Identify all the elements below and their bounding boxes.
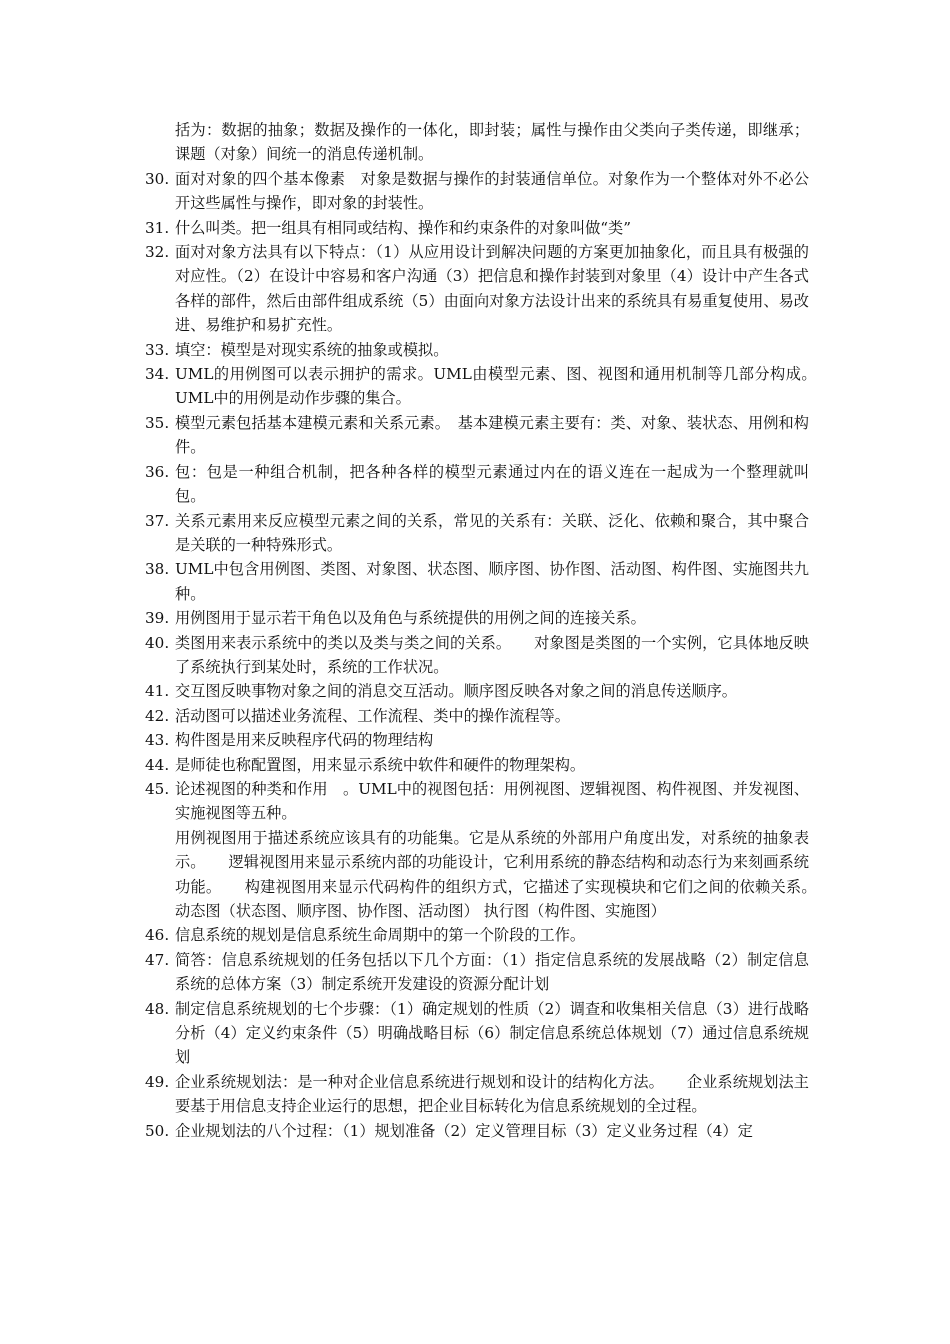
list-item	[145, 606, 809, 630]
item-text: 制定信息系统规划的七个步骤：（1）确定规划的性质（2）调查和收集相关信息（3）进行战略分析（4）定义约束条件（5）明确战略目标（6）制定信息系统总体规划（7）通过信息系统规划	[175, 999, 809, 1067]
item-text: 面对对象的四个基本像素 对象是数据与操作的封装通信单位。对象作为一个整体对外不必公开这些属性与操作，即对象的封装性。	[175, 169, 809, 213]
item-text: 企业系统规划法：是一种对企业信息系统进行规划和设计的结构化方法。 企业系统规划法主要基于用信息支持企业运行的思想，把企业目标转化为信息系统规划的全过程。	[175, 1072, 809, 1116]
list-item	[145, 411, 809, 460]
item-number: 43.	[145, 731, 170, 750]
item-number: 35.	[145, 413, 170, 432]
item-text: 什么叫类。把一组具有相同或结构、操作和约束条件的对象叫做“类”	[175, 218, 631, 237]
item-text: UML的用例图可以表示拥护的需求。UML由模型元素、图、视图和通用机制等几部分构成。 UML中的用例是动作步骤的集合。	[175, 365, 825, 408]
item-number: 47.	[145, 950, 170, 969]
item-number: 31.	[145, 218, 170, 237]
item-text: 简答：信息系统规划的任务包括以下几个方面：（1）指定信息系统的发展战略（2）制定信息系统的总体方案（3）制定系统开发建设的资源分配计划	[175, 950, 809, 994]
list-item	[145, 679, 809, 703]
item-text: 模型元素包括基本建模元素和关系元素。 基本建模元素主要有：类、对象、装状态、用例和构件。	[175, 413, 809, 457]
item-number: 45.	[145, 779, 170, 798]
item-number: 36.	[145, 462, 170, 481]
item-number: 38.	[145, 560, 170, 579]
item-number: 33.	[145, 340, 170, 359]
item-text: 关系元素用来反应模型元素之间的关系，常见的关系有：关联、泛化、依赖和聚合，其中聚合是关联的一种特殊形式。	[175, 511, 809, 554]
item-number: 40.	[145, 633, 170, 652]
item-text: 类图用来表示系统中的类以及类与类之间的关系。 对象图是类图的一个实例，它具体地反映了系统执行到某处时，系统的工作状况。	[175, 633, 809, 676]
item-text: 交互图反映事物对象之间的消息交互活动。顺序图反映各对象之间的消息传送顺序。	[175, 682, 737, 701]
item-text: 活动图可以描述业务流程、工作流程、类中的操作流程等。	[175, 706, 570, 725]
list-item	[145, 216, 809, 240]
item-number: 50.	[145, 1121, 170, 1140]
item-number: 30.	[145, 169, 170, 188]
item-text: 信息系统的规划是信息系统生命周期中的第一个阶段的工作。	[175, 926, 586, 945]
list-item	[145, 338, 809, 362]
item-number: 32.	[145, 243, 170, 262]
item-number: 48.	[145, 999, 170, 1018]
list-item	[145, 704, 809, 728]
item-text: 填空：模型是对现实系统的抽象或模拟。	[175, 340, 449, 359]
document-body	[145, 118, 840, 1143]
list-item	[145, 923, 809, 947]
item-text: 构件图是用来反映程序代码的物理结构	[175, 731, 434, 750]
list-item	[145, 557, 809, 606]
item-text: 包：包是一种组合机制，把各种各样的模型元素通过内在的语义连在一起成为一个整理就叫包。	[175, 462, 809, 506]
list-item	[145, 167, 809, 216]
item-text: UML中包含用例图、类图、对象图、状态图、顺序图、协作图、活动图、构件图、实施图共九种。	[175, 560, 809, 603]
item-number: 39.	[145, 609, 170, 628]
list-item	[145, 997, 809, 1070]
item-text: 是师徒也称配置图，用来显示系统中软件和硬件的物理架构。	[175, 755, 586, 774]
item-number: 49.	[145, 1072, 170, 1091]
list-item	[145, 460, 809, 509]
list-item	[145, 777, 809, 826]
item-number: 34.	[145, 365, 170, 384]
intro-continuation: 括为：数据的抽象；数据及操作的一体化，即封装；属性与操作由父类向子类传递，即继承；课题（对象）间统一的消息传递机制。	[175, 121, 809, 164]
list-item	[145, 1119, 809, 1143]
item-text: 企业规划法的八个过程：（1）规划准备（2）定义管理目标（3）定义业务过程（4）定	[175, 1121, 753, 1140]
item-text: 面对对象方法具有以下特点：（1）从应用设计到解决问题的方案更加抽象化，而且具有极强的对应性。（2）在设计中容易和客户沟通（3）把信息和操作封装到对象里（4）设计中产生各式各样的部件，然后由部件组成系统（5）由面向对象方法设计出来的系统具有易重复使用、易改进、易维护和易扩充性。	[175, 243, 809, 335]
item-text: 论述视图的种类和作用 。UML中的视图包括：用例视图、逻辑视图、构件视图、并发视图、实施视图等五种。	[175, 779, 809, 823]
list-item	[145, 948, 809, 997]
list-item	[145, 631, 809, 680]
item-number: 42.	[145, 706, 170, 725]
item-number: 46.	[145, 926, 170, 945]
item-number: 37.	[145, 511, 170, 530]
list-item	[145, 728, 809, 752]
list-item	[145, 240, 809, 338]
item-text: 用例图用于显示若干角色以及角色与系统提供的用例之间的连接关系。	[175, 609, 646, 628]
list-item	[145, 509, 809, 558]
list-item	[145, 753, 809, 777]
item-45-paragraph: 用例视图用于描述系统应该具有的功能集。它是从系统的外部用户角度出发，对系统的抽象表示。 逻辑视图用来显示系统内部的功能设计，它利用系统的静态结构和动态行为来刻画系统功能。 构建视图用来显示代码构件的组织方式，它描述了实现模块和它们之间的依赖关系。 动态图（状态图、顺序图、协作图、活动图） 执行图（构件图、实施图）	[175, 828, 840, 920]
list-item	[145, 1070, 809, 1119]
list-item	[145, 362, 825, 411]
item-number: 41.	[145, 682, 170, 701]
item-number: 44.	[145, 755, 170, 774]
